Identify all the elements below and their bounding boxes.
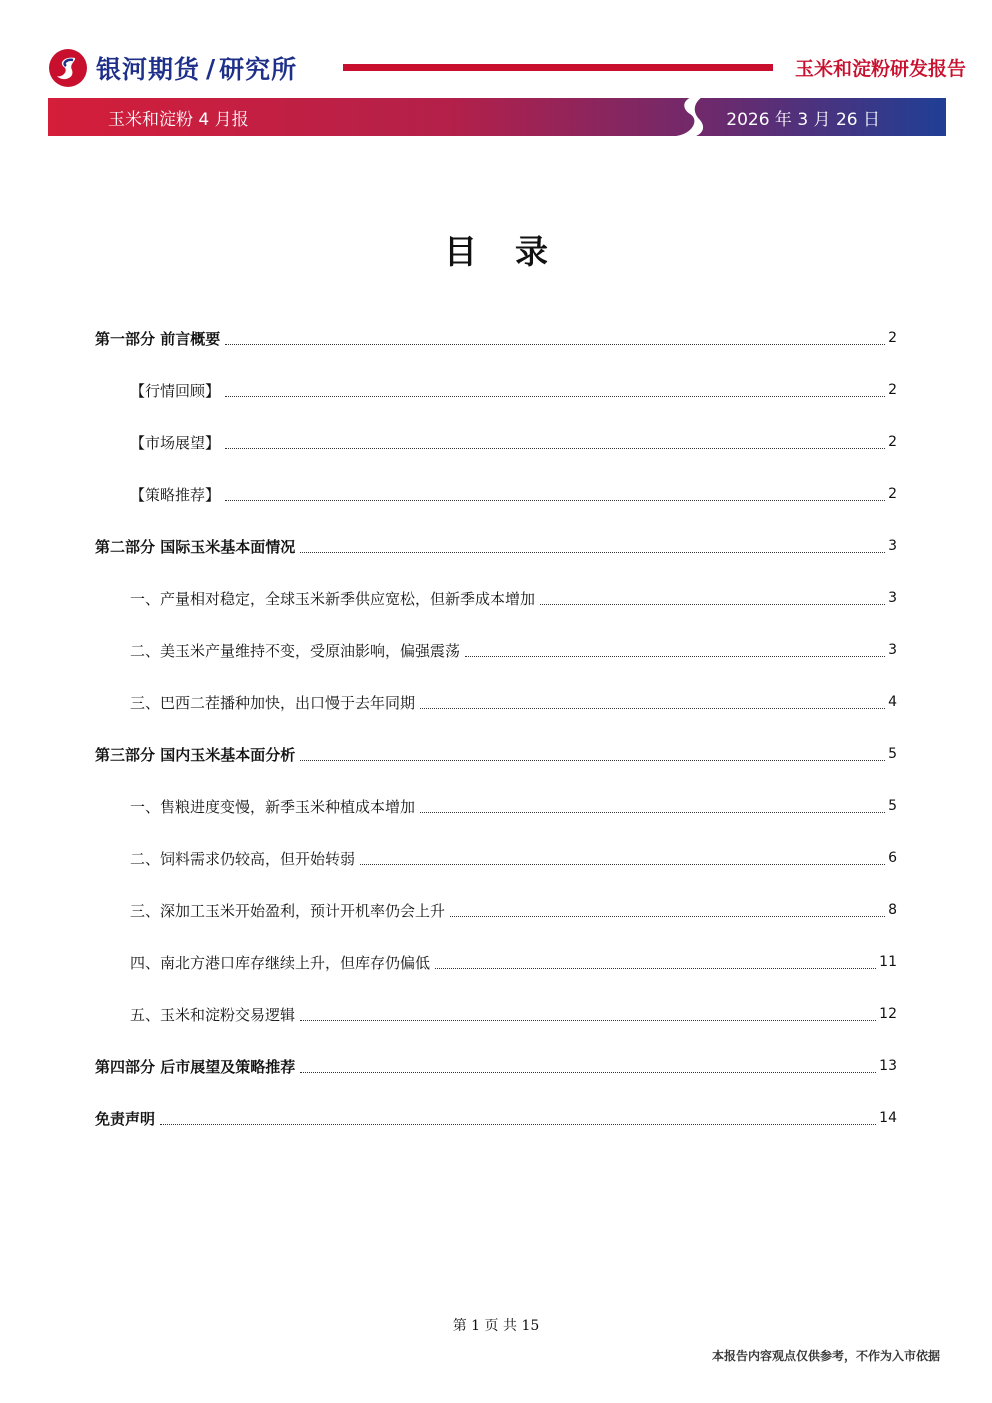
- toc-entry[interactable]: [95, 624, 897, 676]
- toc-entry-text: 四、南北方港口库存继续上升，但库存仍偏低: [130, 953, 431, 972]
- toc-entry[interactable]: [95, 572, 897, 624]
- header-banner: [48, 98, 946, 136]
- toc-entry[interactable]: [95, 364, 897, 416]
- toc-entry[interactable]: [95, 416, 897, 468]
- toc-dot-leader: [225, 500, 885, 501]
- toc-entry-page: 14: [879, 1110, 897, 1126]
- toc-entry-page: 2: [888, 330, 897, 346]
- galaxy-logo-icon: [48, 48, 88, 88]
- toc-dot-leader: [225, 344, 885, 345]
- toc-entry-text: 第四部分 后市展望及策略推荐: [95, 1057, 296, 1076]
- toc-entry-text: 二、饲料需求仍较高，但开始转弱: [130, 849, 356, 868]
- footer-disclaimer: 本报告内容观点仅供参考，不作为入市依据: [711, 1349, 940, 1363]
- toc-entry-page: 5: [888, 746, 897, 762]
- toc-entry[interactable]: [95, 884, 897, 936]
- toc-dot-leader: [435, 968, 876, 969]
- toc-entry[interactable]: [95, 780, 897, 832]
- toc-dot-leader: [300, 1020, 876, 1021]
- toc-dot-leader: [300, 552, 885, 553]
- toc-entry-text: 【策略推荐】: [130, 485, 221, 504]
- toc-entry[interactable]: [95, 1092, 897, 1144]
- page-number: 第 1 页 共 15: [452, 1318, 540, 1334]
- toc-entry-text: 一、产量相对稳定，全球玉米新季供应宽松，但新季成本增加: [130, 589, 536, 608]
- toc-entry-page: 3: [888, 538, 897, 554]
- toc-entry-page: 3: [888, 590, 897, 606]
- toc-entry-text: 【市场展望】: [130, 433, 221, 452]
- toc-dot-leader: [300, 760, 885, 761]
- toc-entry-text: 三、深加工玉米开始盈利，预计开机率仍会上升: [130, 901, 446, 920]
- toc-entry-page: 6: [888, 850, 897, 866]
- toc-dot-leader: [465, 656, 885, 657]
- toc-entry-text: 第二部分 国际玉米基本面情况: [95, 537, 296, 556]
- toc-entry-page: 3: [888, 642, 897, 658]
- toc-entry-text: 【行情回顾】: [130, 381, 221, 400]
- toc-entry[interactable]: [95, 988, 897, 1040]
- toc-entry[interactable]: [95, 312, 897, 364]
- company-logo: [48, 46, 297, 90]
- toc-entry[interactable]: [95, 1040, 897, 1092]
- company-name: 银河期货: [96, 55, 201, 84]
- toc-entry-text: 二、美玉米产量维持不变，受原油影响，偏强震荡: [130, 641, 461, 660]
- toc-entry[interactable]: [95, 520, 897, 572]
- toc-entry[interactable]: [95, 936, 897, 988]
- toc-entry-text: 第三部分 国内玉米基本面分析: [95, 745, 296, 764]
- toc-title: 目录: [444, 232, 586, 271]
- toc-entry-page: 2: [888, 434, 897, 450]
- toc-entry-text: 免责声明: [95, 1109, 156, 1128]
- toc-entry-page: 12: [879, 1006, 897, 1022]
- toc-dot-leader: [420, 812, 885, 813]
- banner-date: 2026 年 3 月 26 日: [726, 110, 880, 130]
- toc-entry-page: 2: [888, 382, 897, 398]
- toc-entry-page: 4: [888, 694, 897, 710]
- toc-entry-page: 11: [879, 954, 897, 970]
- toc-entry-text: 三、巴西二茬播种加快，出口慢于去年同期: [130, 693, 416, 712]
- department-name: 研究所: [219, 55, 298, 84]
- toc-entry-page: 5: [888, 798, 897, 814]
- toc-entry[interactable]: [95, 468, 897, 520]
- swoosh-icon: [670, 92, 714, 142]
- toc-entry[interactable]: [95, 676, 897, 728]
- table-of-contents: [95, 312, 897, 1144]
- toc-dot-leader: [540, 604, 885, 605]
- toc-dot-leader: [420, 708, 885, 709]
- banner-title: 玉米和淀粉 4 月报: [108, 110, 249, 130]
- toc-entry-text: 第一部分 前言概要: [95, 329, 221, 348]
- logo-slash: /: [206, 53, 216, 83]
- toc-entry[interactable]: [95, 832, 897, 884]
- toc-entry-page: 2: [888, 486, 897, 502]
- toc-entry[interactable]: [95, 728, 897, 780]
- toc-dot-leader: [450, 916, 885, 917]
- header-red-rule: [343, 64, 773, 71]
- toc-dot-leader: [160, 1124, 876, 1125]
- report-type: 玉米和淀粉研发报告: [794, 58, 966, 80]
- toc-dot-leader: [225, 396, 885, 397]
- toc-entry-page: 13: [879, 1058, 897, 1074]
- toc-dot-leader: [300, 1072, 876, 1073]
- toc-dot-leader: [360, 864, 885, 865]
- toc-dot-leader: [225, 448, 885, 449]
- toc-entry-page: 8: [888, 902, 897, 918]
- toc-entry-text: 一、售粮进度变慢，新季玉米种植成本增加: [130, 797, 416, 816]
- toc-entry-text: 五、玉米和淀粉交易逻辑: [130, 1005, 296, 1024]
